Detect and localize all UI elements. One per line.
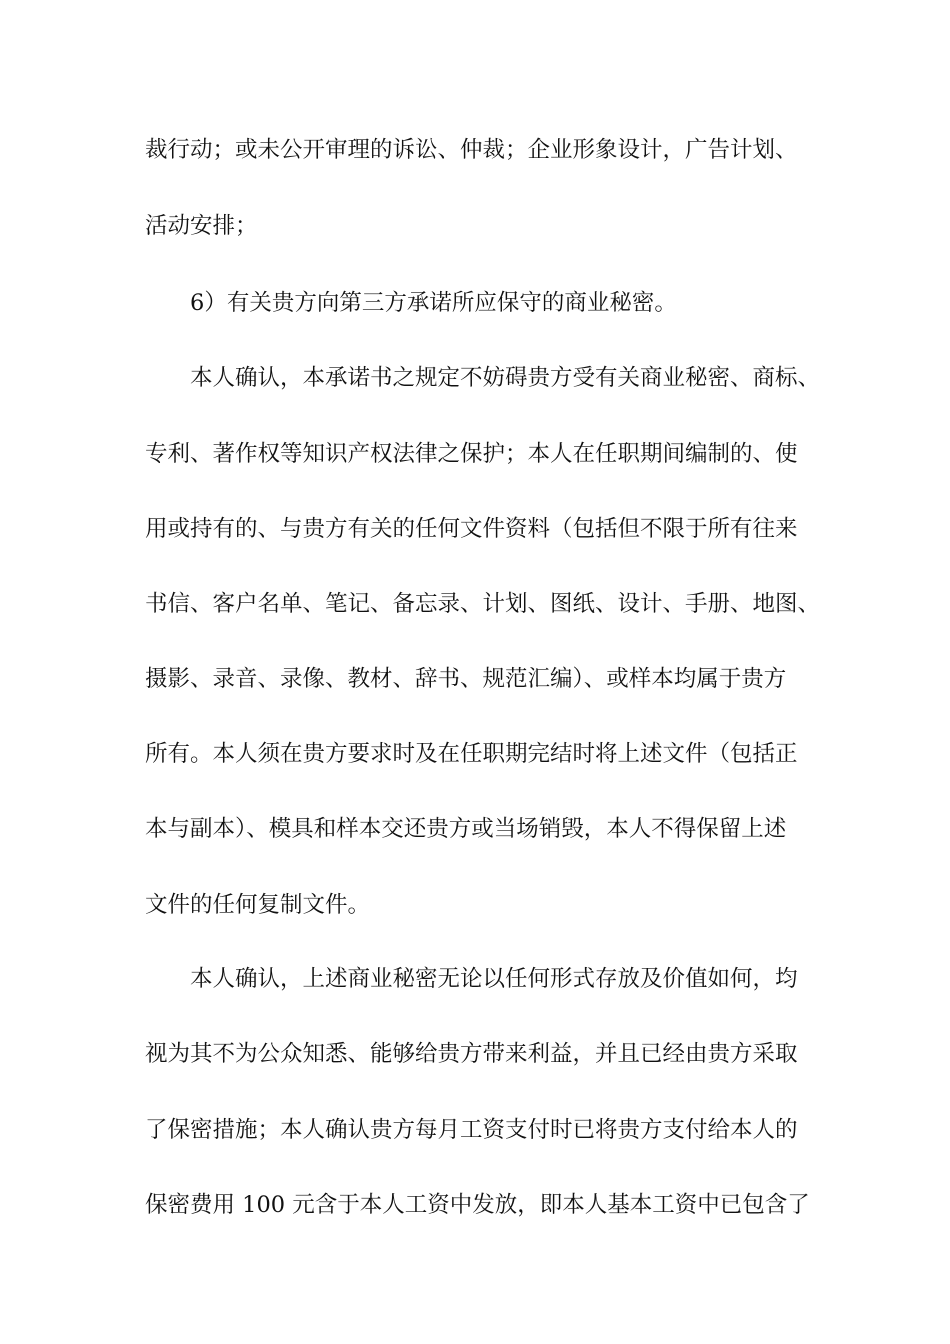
text-line-15: 保密费用 100 元含于本人工资中发放，即本人基本工资中已包含了 <box>145 1192 810 1218</box>
text-line-2: 活动安排； <box>145 213 258 239</box>
text-line-9: 所有。本人须在贵方要求时及在任职期完结时将上述文件（包括正 <box>145 741 798 767</box>
text-line-12: 本人确认，上述商业秘密无论以任何形式存放及价值如何，均 <box>190 966 798 992</box>
text-line-14: 了保密措施；本人确认贵方每月工资支付时已将贵方支付给本人的 <box>145 1117 798 1143</box>
text-line-6: 用或持有的、与贵方有关的任何文件资料（包括但不限于所有往来 <box>145 516 798 542</box>
text-line-10: 本与副本）、模具和样本交还贵方或当场销毁，本人不得保留上述 <box>145 816 787 842</box>
text-line-3: 6）有关贵方向第三方承诺所应保守的商业秘密。 <box>190 290 677 316</box>
text-line-11: 文件的任何复制文件。 <box>145 892 371 918</box>
text-line-13: 视为其不为公众知悉、能够给贵方带来利益，并且已经由贵方采取 <box>145 1041 798 1067</box>
text-line-1: 裁行动；或未公开审理的诉讼、仲裁；企业形象设计，广告计划、 <box>145 137 798 163</box>
text-line-5: 专利、著作权等知识产权法律之保护；本人在任职期间编制的、使 <box>145 441 798 467</box>
text-line-4: 本人确认，本承诺书之规定不妨碍贵方受有关商业秘密、商标、 <box>190 365 821 391</box>
text-line-8: 摄影、录音、录像、教材、辞书、规范汇编）、或样本均属于贵方 <box>145 666 787 692</box>
text-line-7: 书信、客户名单、笔记、备忘录、计划、图纸、设计、手册、地图、 <box>145 591 821 617</box>
